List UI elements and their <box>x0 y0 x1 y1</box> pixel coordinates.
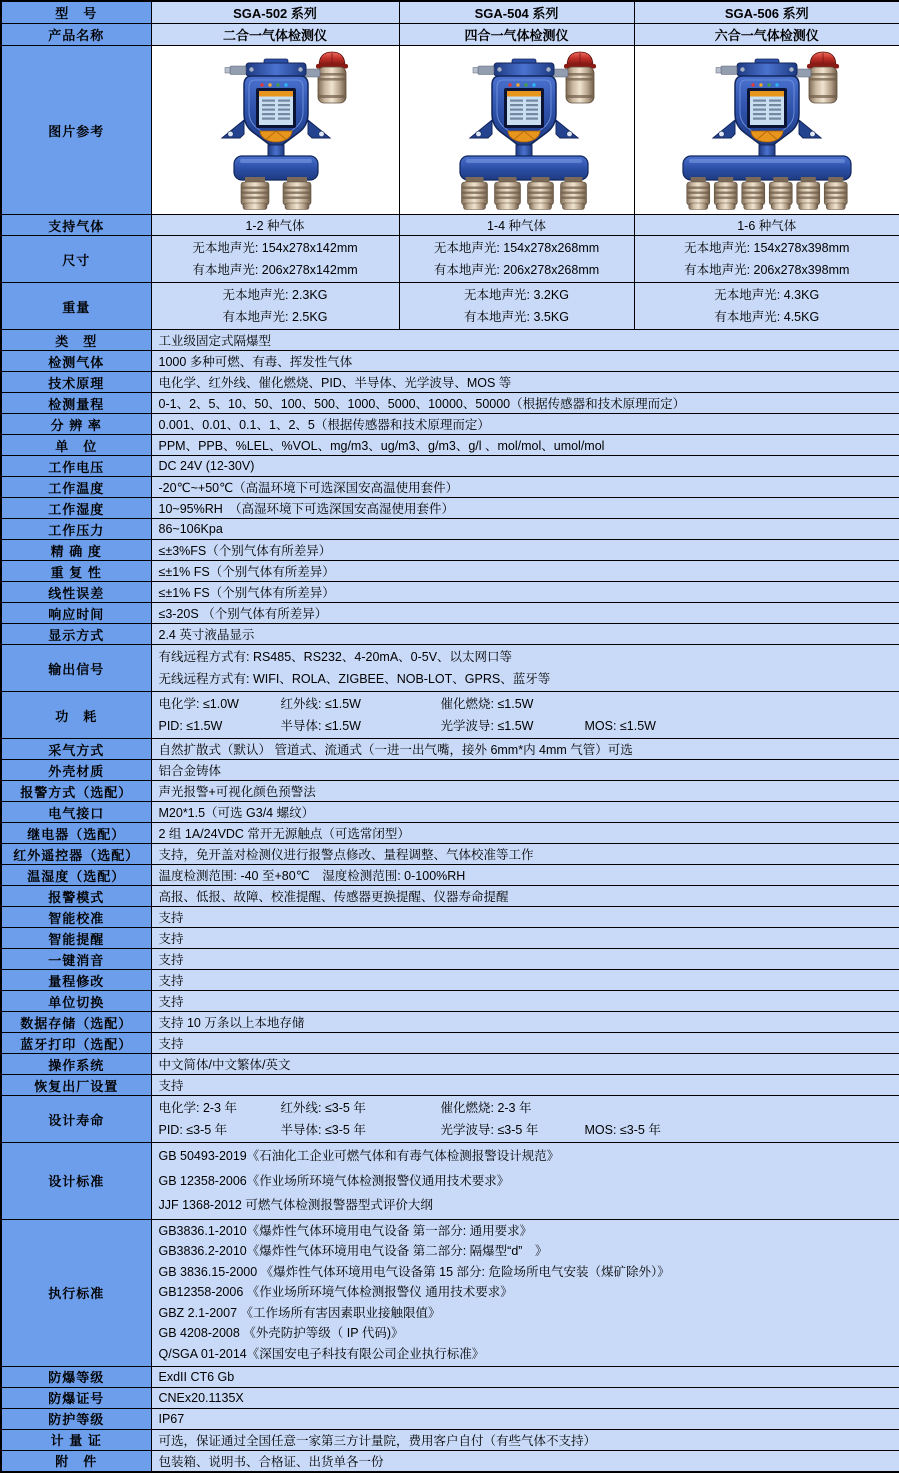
output-wireless: 无线远程方式有: WIFI、ROLA、ZIGBEE、NOB-LOT、GPRS、蓝牙等 <box>159 668 893 690</box>
weight-504 <box>399 283 634 330</box>
exec-standard-label: 执行标准 <box>1 1219 151 1366</box>
relay-value: 2 组 1A/24VDC 常开无源触点（可选常闭型） <box>151 823 899 844</box>
exec-standard-line-7: Q/SGA 01-2014《深国安电子科技有限公司企业执行标准》 <box>159 1344 893 1365</box>
size-row <box>1 236 899 283</box>
detect-gases-row <box>1 351 899 372</box>
unit-switch-label: 单位切换 <box>1 991 151 1012</box>
resolution-value: 0.001、0.01、0.1、1、2、5（根据传感器和技术原理而定） <box>151 414 899 435</box>
model-label: 型 号 <box>1 1 151 24</box>
power-row <box>1 692 899 739</box>
range-value: 0-1、2、5、10、50、100、500、1000、5000、10000、50000（根据传感器和技术原理而定） <box>151 393 899 414</box>
accuracy-value: ≤±3%FS（个别气体有所差异） <box>151 540 899 561</box>
pressure-value: 86~106Kpa <box>151 519 899 540</box>
sampling-row <box>1 739 899 760</box>
metering-value: 可选，保证通过全国任意一家第三方计量院，费用客户自付（有些气体不支持） <box>151 1429 899 1450</box>
size-502-no-beacon: 无本地声光: 154x278x142mm <box>154 237 397 259</box>
response-value: ≤3-20S （个别气体有所差异） <box>151 603 899 624</box>
power-label: 功 耗 <box>1 692 151 739</box>
port-value: M20*1.5（可选 G3/4 螺纹） <box>151 802 899 823</box>
display-row <box>1 624 899 645</box>
alarm-modes-row <box>1 886 899 907</box>
lifespan-line-2 <box>159 1119 893 1141</box>
product-name-row <box>1 24 899 46</box>
model-sga-502: SGA-502 系列 <box>151 1 399 24</box>
lifespan-line-1 <box>159 1097 893 1119</box>
output-wired: 有线远程方式有: RS485、RS232、4-20mA、0-5V、以太网口等 <box>159 646 893 668</box>
storage-value: 支持 10 万条以上本地存储 <box>151 1012 899 1033</box>
output-row <box>1 645 899 692</box>
product-name-504: 四合一气体检测仪 <box>399 24 634 46</box>
accessories-label: 附 件 <box>1 1450 151 1472</box>
power-value <box>151 692 899 739</box>
factory-reset-row <box>1 1075 899 1096</box>
humidity-row <box>1 498 899 519</box>
range-mod-value: 支持 <box>151 970 899 991</box>
product-image-sga-502 <box>151 46 399 215</box>
accuracy-label: 精 确 度 <box>1 540 151 561</box>
remote-row <box>1 844 899 865</box>
accessories-value: 包装箱、说明书、合格证、出货单各一份 <box>151 1450 899 1472</box>
resolution-label: 分 辨 率 <box>1 414 151 435</box>
unit-switch-row <box>1 991 899 1012</box>
voltage-label: 工作电压 <box>1 456 151 477</box>
design-standard-label: 设计标准 <box>1 1143 151 1220</box>
accessories-row <box>1 1450 899 1472</box>
weight-502-no-beacon: 无本地声光: 2.3KG <box>154 284 397 306</box>
lifespan-catalytic: 催化燃烧: 2-3 年 <box>441 1097 585 1119</box>
weight-502-with-beacon: 有本地声光: 2.5KG <box>154 306 397 328</box>
temp-hum-option-label: 温湿度（选配） <box>1 865 151 886</box>
alarm-option-row <box>1 781 899 802</box>
sga-504-detector-photo <box>400 46 634 214</box>
display-value: 2.4 英寸液晶显示 <box>151 624 899 645</box>
exec-standard-line-2: GB3836.2-2010《爆炸性气体环境用电气设备 第二部分: 隔爆型“d” 》 <box>159 1241 893 1262</box>
metering-label: 计 量 证 <box>1 1429 151 1450</box>
exec-standard-line-3: GB 3836.15-2000 《爆炸性气体环境用电气设备第 15 部分: 危险场所电气安装（煤矿除外）》 <box>159 1262 893 1283</box>
model-sga-506: SGA-506 系列 <box>634 1 899 24</box>
ex-grade-value: ExdII CT6 Gb <box>151 1366 899 1387</box>
voltage-row <box>1 456 899 477</box>
display-label: 显示方式 <box>1 624 151 645</box>
ex-cert-row <box>1 1387 899 1408</box>
housing-value: 铝合金铸体 <box>151 760 899 781</box>
temp-hum-option-value: 温度检测范围: -40 至+80℃ 湿度检测范围: 0-100%RH <box>151 865 899 886</box>
lifespan-label: 设计寿命 <box>1 1096 151 1143</box>
exec-standard-line-6: GB 4208-2008 《外壳防护等级（ IP 代码)》 <box>159 1323 893 1344</box>
size-506 <box>634 236 899 283</box>
lifespan-infrared: 红外线: ≤3-5 年 <box>281 1097 441 1119</box>
metering-row <box>1 1429 899 1450</box>
housing-row <box>1 760 899 781</box>
unit-label: 单 位 <box>1 435 151 456</box>
linearity-label: 线性误差 <box>1 582 151 603</box>
weight-502 <box>151 283 399 330</box>
repeatability-value: ≤±1% FS（个别气体有所差异） <box>151 561 899 582</box>
output-value <box>151 645 899 692</box>
weight-504-no-beacon: 无本地声光: 3.2KG <box>402 284 632 306</box>
os-row <box>1 1054 899 1075</box>
power-catalytic: 催化燃烧: ≤1.5W <box>441 693 585 715</box>
alarm-option-label: 报警方式（选配） <box>1 781 151 802</box>
model-row <box>1 1 899 24</box>
pressure-row <box>1 519 899 540</box>
mute-value: 支持 <box>151 949 899 970</box>
ex-cert-label: 防爆证号 <box>1 1387 151 1408</box>
sga-506-detector-photo <box>635 46 899 214</box>
lifespan-electrochem: 电化学: 2-3 年 <box>159 1097 281 1119</box>
remote-label: 红外遥控器（选配） <box>1 844 151 865</box>
response-label: 响应时间 <box>1 603 151 624</box>
port-label: 电气接口 <box>1 802 151 823</box>
sampling-label: 采气方式 <box>1 739 151 760</box>
unit-value: PPM、PPB、%LEL、%VOL、mg/m3、ug/m3、g/m3、g/l 、mol/mol、umol/mol <box>151 435 899 456</box>
size-504-no-beacon: 无本地声光: 154x278x268mm <box>402 237 632 259</box>
design-standard-line-3: JJF 1368-2012 可燃气体检测报警器型式评价大纲 <box>159 1193 893 1218</box>
mute-row <box>1 949 899 970</box>
ip-grade-label: 防护等级 <box>1 1408 151 1429</box>
gas-count-label: 支持气体 <box>1 215 151 236</box>
output-label: 输出信号 <box>1 645 151 692</box>
principle-row <box>1 372 899 393</box>
design-standard-row <box>1 1143 899 1220</box>
product-name-label: 产品名称 <box>1 24 151 46</box>
power-infrared: 红外线: ≤1.5W <box>281 693 441 715</box>
lifespan-pid: PID: ≤3-5 年 <box>159 1119 281 1141</box>
gas-count-row <box>1 215 899 236</box>
linearity-value: ≤±1% FS（个别气体有所差异） <box>151 582 899 603</box>
storage-label: 数据存储（选配） <box>1 1012 151 1033</box>
design-standard-line-2: GB 12358-2006《作业场所环境气体检测报警仪通用技术要求》 <box>159 1169 893 1194</box>
gas-count-504: 1-4 种气体 <box>399 215 634 236</box>
accuracy-row <box>1 540 899 561</box>
power-line-1 <box>159 693 893 715</box>
gas-count-506: 1-6 种气体 <box>634 215 899 236</box>
sampling-value: 自然扩散式（默认） 管道式、流通式（一进一出气嘴，接外 6mm*内 4mm 气管）可选 <box>151 739 899 760</box>
factory-reset-value: 支持 <box>151 1075 899 1096</box>
relay-label: 继电器（选配） <box>1 823 151 844</box>
lifespan-optical: 光学波导: ≤3-5 年 <box>441 1119 585 1141</box>
weight-row <box>1 283 899 330</box>
power-line-2 <box>159 715 893 737</box>
temperature-label: 工作温度 <box>1 477 151 498</box>
weight-506-no-beacon: 无本地声光: 4.3KG <box>637 284 898 306</box>
range-mod-label: 量程修改 <box>1 970 151 991</box>
ex-cert-value: CNEx20.1135X <box>151 1387 899 1408</box>
smart-remind-row <box>1 928 899 949</box>
humidity-value: 10~95%RH （高湿环境下可选深国安高湿使用套件） <box>151 498 899 519</box>
detect-gases-value: 1000 多种可燃、有毒、挥发性气体 <box>151 351 899 372</box>
alarm-modes-label: 报警模式 <box>1 886 151 907</box>
size-504 <box>399 236 634 283</box>
type-label: 类 型 <box>1 330 151 351</box>
temperature-row <box>1 477 899 498</box>
smart-remind-label: 智能提醒 <box>1 928 151 949</box>
image-label: 图片参考 <box>1 46 151 215</box>
factory-reset-label: 恢复出厂设置 <box>1 1075 151 1096</box>
range-label: 检测量程 <box>1 393 151 414</box>
power-optical: 光学波导: ≤1.5W <box>441 715 585 737</box>
principle-value: 电化学、红外线、催化燃烧、PID、半导体、光学波导、MOS 等 <box>151 372 899 393</box>
exec-standard-line-4: GB12358-2006 《作业场所环境气体检测报警仪 通用技术要求》 <box>159 1282 893 1303</box>
power-semiconductor: 半导体: ≤1.5W <box>281 715 441 737</box>
bt-print-label: 蓝牙打印（选配） <box>1 1033 151 1054</box>
range-mod-row <box>1 970 899 991</box>
voltage-value: DC 24V (12-30V) <box>151 456 899 477</box>
lifespan-mos: MOS: ≤3-5 年 <box>585 1119 661 1141</box>
size-502 <box>151 236 399 283</box>
repeatability-row <box>1 561 899 582</box>
principle-label: 技术原理 <box>1 372 151 393</box>
product-image-sga-506 <box>634 46 899 215</box>
product-name-506: 六合一气体检测仪 <box>634 24 899 46</box>
bt-print-row <box>1 1033 899 1054</box>
power-mos: MOS: ≤1.5W <box>585 715 656 737</box>
range-row <box>1 393 899 414</box>
exec-standard-line-5: GBZ 2.1-2007 《工作场所有害因素职业接触限值》 <box>159 1303 893 1324</box>
ip-grade-row <box>1 1408 899 1429</box>
unit-row <box>1 435 899 456</box>
ex-grade-label: 防爆等级 <box>1 1366 151 1387</box>
smart-remind-value: 支持 <box>151 928 899 949</box>
model-sga-504: SGA-504 系列 <box>399 1 634 24</box>
alarm-modes-value: 高报、低报、故障、校准提醒、传感器更换提醒、仪器寿命提醒 <box>151 886 899 907</box>
detect-gases-label: 检测气体 <box>1 351 151 372</box>
storage-row <box>1 1012 899 1033</box>
alarm-option-value: 声光报警+可视化颜色预警法 <box>151 781 899 802</box>
smart-cal-row <box>1 907 899 928</box>
product-name-502: 二合一气体检测仪 <box>151 24 399 46</box>
remote-value: 支持，免开盖对检测仪进行报警点修改、量程调整、气体校准等工作 <box>151 844 899 865</box>
exec-standard-line-1: GB3836.1-2010《爆炸性气体环境用电气设备 第一部分: 通用要求》 <box>159 1221 893 1242</box>
type-value: 工业级固定式隔爆型 <box>151 330 899 351</box>
design-standard-line-1: GB 50493-2019《石油化工企业可燃气体和有毒气体检测报警设计规范》 <box>159 1144 893 1169</box>
pressure-label: 工作压力 <box>1 519 151 540</box>
power-electrochem: 电化学: ≤1.0W <box>159 693 281 715</box>
exec-standard-row <box>1 1219 899 1366</box>
humidity-label: 工作湿度 <box>1 498 151 519</box>
os-value: 中文简体/中文繁体/英文 <box>151 1054 899 1075</box>
ex-grade-row <box>1 1366 899 1387</box>
weight-label: 重量 <box>1 283 151 330</box>
mute-label: 一键消音 <box>1 949 151 970</box>
size-506-with-beacon: 有本地声光: 206x278x398mm <box>637 259 898 281</box>
gas-count-502: 1-2 种气体 <box>151 215 399 236</box>
repeatability-label: 重 复 性 <box>1 561 151 582</box>
size-502-with-beacon: 有本地声光: 206x278x142mm <box>154 259 397 281</box>
size-label: 尺寸 <box>1 236 151 283</box>
smart-cal-value: 支持 <box>151 907 899 928</box>
size-506-no-beacon: 无本地声光: 154x278x398mm <box>637 237 898 259</box>
lifespan-value <box>151 1096 899 1143</box>
design-standard-value <box>151 1143 899 1220</box>
size-504-with-beacon: 有本地声光: 206x278x268mm <box>402 259 632 281</box>
type-row <box>1 330 899 351</box>
relay-row <box>1 823 899 844</box>
housing-label: 外壳材质 <box>1 760 151 781</box>
os-label: 操作系统 <box>1 1054 151 1075</box>
power-pid: PID: ≤1.5W <box>159 715 281 737</box>
image-row <box>1 46 899 215</box>
temp-hum-option-row <box>1 865 899 886</box>
product-image-sga-504 <box>399 46 634 215</box>
response-row <box>1 603 899 624</box>
unit-switch-value: 支持 <box>151 991 899 1012</box>
port-row <box>1 802 899 823</box>
lifespan-row <box>1 1096 899 1143</box>
ip-grade-value: IP67 <box>151 1408 899 1429</box>
linearity-row <box>1 582 899 603</box>
weight-506-with-beacon: 有本地声光: 4.5KG <box>637 306 898 328</box>
sga-502-detector-photo <box>152 46 399 214</box>
exec-standard-value <box>151 1219 899 1366</box>
smart-cal-label: 智能校准 <box>1 907 151 928</box>
weight-504-with-beacon: 有本地声光: 3.5KG <box>402 306 632 328</box>
weight-506 <box>634 283 899 330</box>
temperature-value: -20℃~+50℃（高温环境下可选深国安高温使用套件） <box>151 477 899 498</box>
resolution-row <box>1 414 899 435</box>
bt-print-value: 支持 <box>151 1033 899 1054</box>
lifespan-semiconductor: 半导体: ≤3-5 年 <box>281 1119 441 1141</box>
